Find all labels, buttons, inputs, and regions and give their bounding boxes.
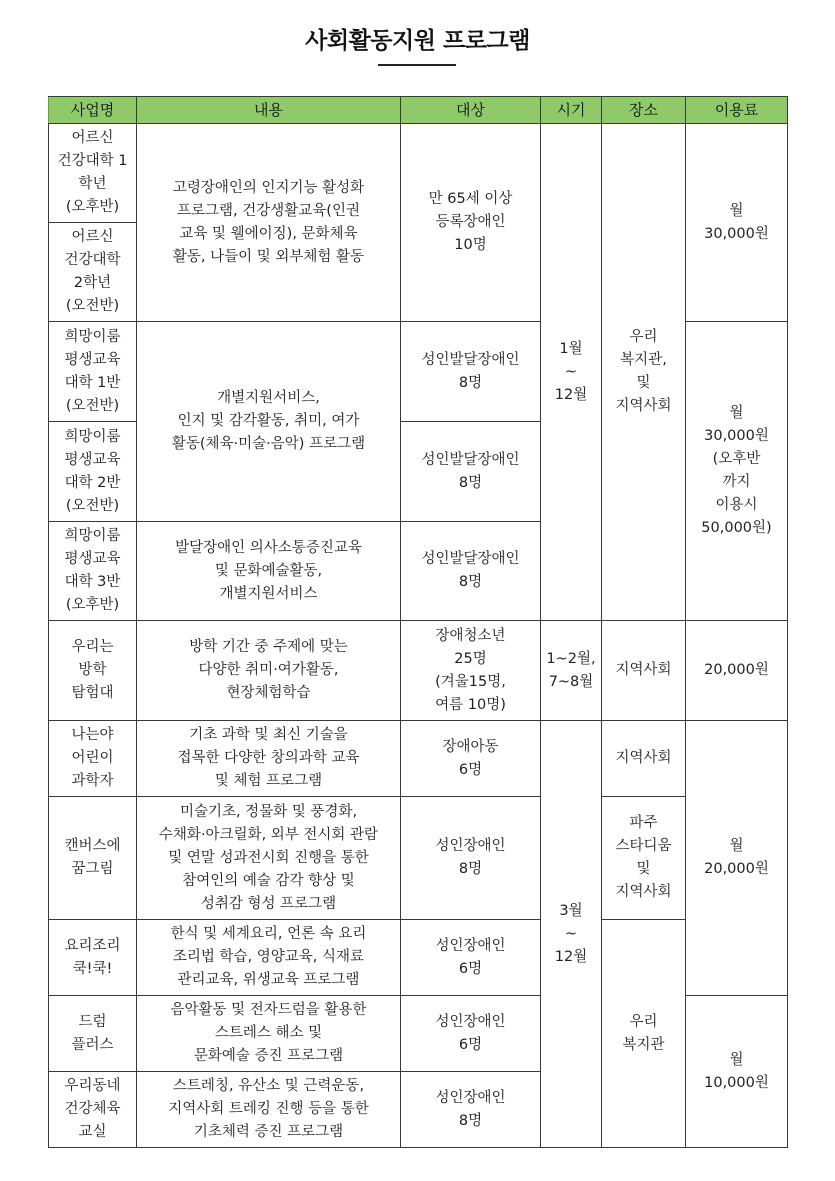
cell-line: 고령장애인의 인지기능 활성화 bbox=[172, 179, 365, 196]
program-name-cell bbox=[49, 797, 137, 920]
cell-line: 장애청소년 bbox=[435, 627, 506, 644]
content-cell bbox=[137, 322, 401, 522]
cell-line: 월 bbox=[729, 838, 744, 854]
cell-line: 음악활동 및 전자드럼을 활용한 bbox=[170, 1002, 367, 1018]
target-cell bbox=[401, 996, 541, 1072]
target-cell bbox=[401, 522, 541, 621]
cell-line: 성인발달장애인 bbox=[421, 351, 520, 368]
cell-line: (오후반) bbox=[65, 199, 120, 215]
cell-line: 대학 1반 bbox=[64, 374, 121, 391]
cell-line: 어르신 bbox=[71, 130, 114, 146]
place-cell bbox=[602, 797, 686, 920]
cell-line: 대학 3반 bbox=[64, 574, 121, 590]
cell-line: 8명 bbox=[458, 574, 483, 590]
header-content: 내용 bbox=[137, 97, 401, 124]
period-cell bbox=[541, 124, 602, 621]
target-cell bbox=[401, 621, 541, 721]
cell-line: 방학 bbox=[78, 662, 107, 678]
cell-line: 복지관, bbox=[620, 352, 667, 368]
table-row bbox=[49, 621, 788, 721]
cell-line: 어린이 bbox=[71, 750, 114, 766]
cell-line: 꿈그림 bbox=[71, 861, 114, 877]
program-name-cell bbox=[49, 522, 137, 621]
cell-line: 까지 bbox=[722, 474, 751, 490]
cell-line: (오전반) bbox=[65, 298, 120, 314]
cell-line: 3월 bbox=[559, 902, 583, 919]
cell-line: 평생교육 bbox=[64, 451, 121, 468]
cell-line: 건강대학 bbox=[64, 252, 121, 268]
table-row bbox=[49, 721, 788, 797]
table-row bbox=[49, 920, 788, 996]
place-cell bbox=[602, 124, 686, 621]
content-cell bbox=[137, 996, 401, 1072]
cell-line: 활동(체육·미술·음악) 프로그램 bbox=[171, 436, 366, 452]
cell-line: 희망이룸 bbox=[64, 528, 121, 544]
target-cell bbox=[401, 721, 541, 797]
cell-line: 만 65세 이상 bbox=[428, 191, 513, 207]
target-cell bbox=[401, 920, 541, 996]
cell-line: 다양한 취미·여가활동, bbox=[198, 662, 339, 678]
cell-line: 월 bbox=[729, 405, 744, 421]
target-cell bbox=[401, 124, 541, 322]
cell-line: 파주 bbox=[629, 815, 658, 831]
cell-line: 8명 bbox=[458, 474, 483, 491]
cell-line: 기초체력 증진 프로그램 bbox=[193, 1124, 344, 1140]
cell-line: 이용시 bbox=[715, 497, 758, 513]
cell-line: 20,000원 bbox=[704, 861, 769, 877]
cell-line: 프로그램, 건강생활교육(인권 bbox=[177, 202, 360, 219]
content-cell bbox=[137, 721, 401, 797]
cell-line: 지역사회 bbox=[615, 662, 672, 678]
cell-line: 활동, 나들이 및 외부체험 활동 bbox=[172, 248, 365, 265]
content-cell bbox=[137, 797, 401, 920]
cell-line: (오후반) bbox=[65, 597, 120, 613]
cell-line: 12월 bbox=[554, 948, 588, 965]
content-cell bbox=[137, 1072, 401, 1148]
cell-line: 조리법 학습, 영양교육, 식재료 bbox=[172, 949, 365, 965]
cell-line: 현장체험학습 bbox=[226, 685, 311, 701]
cell-line: 6명 bbox=[458, 960, 483, 977]
cell-line: 어르신 bbox=[71, 229, 114, 245]
cell-line: 12월 bbox=[554, 386, 588, 403]
content-cell bbox=[137, 522, 401, 621]
cell-line: 플러스 bbox=[71, 1036, 114, 1053]
cell-line: 7~8월 bbox=[548, 673, 594, 690]
target-cell bbox=[401, 1072, 541, 1148]
cell-line: 방학 기간 중 주제에 맞는 bbox=[189, 639, 348, 655]
cell-line: 8명 bbox=[458, 861, 483, 877]
cell-line: 월 bbox=[729, 202, 744, 219]
content-cell bbox=[137, 920, 401, 996]
period-cell bbox=[541, 621, 602, 721]
cell-line: 8명 bbox=[458, 1112, 483, 1129]
cell-line: 접목한 다양한 창의과학 교육 bbox=[177, 750, 360, 766]
target-cell bbox=[401, 422, 541, 522]
cell-line: 대학 2반 bbox=[64, 474, 121, 491]
cell-line: 성인장애인 bbox=[435, 838, 506, 854]
cell-line: 장애아동 bbox=[442, 738, 499, 755]
cell-line: 10명 bbox=[454, 237, 487, 253]
cell-line: (오전반) bbox=[65, 497, 120, 514]
cell-line: 기초 과학 및 최신 기술을 bbox=[189, 727, 348, 743]
cell-line: 30,000원 bbox=[704, 428, 769, 444]
header-name: 사업명 bbox=[49, 97, 137, 124]
program-name-cell bbox=[49, 223, 137, 322]
fee-cell bbox=[686, 621, 788, 721]
cell-line: 쿡!쿡! bbox=[72, 960, 113, 977]
cell-line: 나는야 bbox=[71, 727, 114, 743]
program-name-cell bbox=[49, 124, 137, 223]
cell-line: ~ bbox=[564, 925, 578, 942]
program-name-cell bbox=[49, 621, 137, 721]
cell-line: 6명 bbox=[458, 761, 483, 778]
cell-line: 캔버스에 bbox=[64, 838, 121, 854]
cell-line: 우리 bbox=[629, 329, 658, 345]
cell-line: 6명 bbox=[458, 1036, 483, 1053]
cell-line: 20,000원 bbox=[704, 662, 769, 678]
place-cell bbox=[602, 920, 686, 1148]
cell-line: ~ bbox=[564, 363, 578, 380]
cell-line: 10,000원 bbox=[704, 1074, 769, 1091]
cell-line: 참여인의 예술 감각 향상 및 bbox=[182, 872, 355, 889]
period-cell bbox=[541, 721, 602, 1148]
cell-line: (오전반) bbox=[65, 397, 120, 414]
cell-line: 1월 bbox=[559, 340, 583, 357]
place-cell bbox=[602, 621, 686, 721]
cell-line: 지역사회 bbox=[615, 750, 672, 766]
program-name-cell bbox=[49, 422, 137, 522]
cell-line: 월 bbox=[729, 1051, 744, 1068]
cell-line: 성인발달장애인 bbox=[421, 551, 520, 567]
cell-line: 교실 bbox=[78, 1124, 107, 1140]
cell-line: 드럼 bbox=[78, 1013, 107, 1030]
cell-line: 및 bbox=[636, 861, 651, 877]
content-cell bbox=[137, 621, 401, 721]
header-place: 장소 bbox=[602, 97, 686, 124]
fee-cell bbox=[686, 996, 788, 1148]
cell-line: 30,000원 bbox=[704, 225, 769, 242]
cell-line: 2학년 bbox=[73, 275, 112, 291]
cell-line: 스타디움 bbox=[615, 838, 672, 854]
cell-line: (겨울15명, bbox=[435, 673, 506, 690]
cell-line: 한식 및 세계요리, 언론 속 요리 bbox=[170, 926, 367, 942]
header-fee: 이용료 bbox=[686, 97, 788, 124]
cell-line: 성인발달장애인 bbox=[421, 451, 520, 468]
cell-line: 희망이룸 bbox=[64, 328, 121, 345]
cell-line: 평생교육 bbox=[64, 351, 121, 368]
cell-line: 과학자 bbox=[71, 773, 114, 789]
cell-line: 우리 bbox=[629, 1013, 658, 1030]
cell-line: 성인장애인 bbox=[435, 1089, 506, 1106]
cell-line: 등록장애인 bbox=[435, 214, 506, 230]
page-title: 사회활동지원 프로그램 bbox=[305, 28, 530, 54]
fee-cell bbox=[686, 322, 788, 621]
cell-line: 8명 bbox=[458, 374, 483, 391]
cell-line: 지역사회 bbox=[615, 884, 672, 900]
cell-line: 및 체험 프로그램 bbox=[214, 773, 323, 789]
cell-line: 건강대학 1 bbox=[57, 153, 128, 169]
program-name-cell bbox=[49, 721, 137, 797]
cell-line: 및 연말 성과전시회 진행을 통한 bbox=[168, 849, 369, 866]
cell-line: 1~2월, bbox=[546, 650, 596, 667]
cell-line: 수채화·아크릴화, 외부 전시회 관람 bbox=[158, 826, 379, 843]
cell-line: 지역사회 트레킹 진행 등을 통한 bbox=[168, 1101, 369, 1117]
cell-line: 여름 10명) bbox=[435, 696, 506, 713]
cell-line: 평생교육 bbox=[64, 551, 121, 567]
cell-line: 스트레칭, 유산소 및 근력운동, bbox=[172, 1078, 365, 1094]
cell-line: 희망이룸 bbox=[64, 428, 121, 445]
cell-line: 개별지원서비스 bbox=[219, 585, 318, 602]
cell-line: 25명 bbox=[454, 650, 487, 667]
table-row bbox=[49, 124, 788, 223]
cell-line: 학년 bbox=[78, 176, 107, 192]
cell-line: 성취감 형성 프로그램 bbox=[200, 895, 337, 912]
cell-line: 스트레스 해소 및 bbox=[214, 1025, 323, 1041]
cell-line: 우리동네 bbox=[64, 1078, 121, 1094]
table-row bbox=[49, 797, 788, 920]
cell-line: 성인장애인 bbox=[435, 937, 506, 954]
cell-line: 지역사회 bbox=[615, 398, 672, 414]
cell-line: 복지관 bbox=[622, 1036, 665, 1053]
cell-line: 개별지원서비스, bbox=[217, 390, 320, 406]
cell-line: 성인장애인 bbox=[435, 1013, 506, 1030]
cell-line: 건강체육 bbox=[64, 1101, 121, 1117]
cell-line: 문화예술 증진 프로그램 bbox=[193, 1048, 344, 1064]
table-header-row bbox=[49, 97, 788, 124]
header-period: 시기 bbox=[541, 97, 602, 124]
cell-line: (오후반 bbox=[712, 451, 761, 467]
target-cell bbox=[401, 322, 541, 422]
title-underline bbox=[378, 64, 456, 66]
cell-line: 교육 및 웰에이징), 문화체육 bbox=[179, 225, 358, 242]
fee-cell bbox=[686, 721, 788, 996]
cell-line: 관리교육, 위생교육 프로그램 bbox=[177, 972, 360, 988]
cell-line: 우리는 bbox=[71, 639, 114, 655]
cell-line: 인지 및 감각활동, 취미, 여가 bbox=[177, 413, 360, 429]
cell-line: 미술기초, 정물화 및 풍경화, bbox=[179, 803, 358, 820]
place-cell bbox=[602, 721, 686, 797]
target-cell bbox=[401, 797, 541, 920]
cell-line: 및 bbox=[636, 375, 651, 391]
cell-line: 탐험대 bbox=[71, 685, 114, 701]
content-cell bbox=[137, 124, 401, 322]
program-name-cell bbox=[49, 920, 137, 996]
program-name-cell bbox=[49, 1072, 137, 1148]
fee-cell bbox=[686, 124, 788, 322]
cell-line: 50,000원) bbox=[701, 520, 772, 536]
header-target: 대상 bbox=[401, 97, 541, 124]
cell-line: 요리조리 bbox=[64, 937, 121, 954]
cell-line: 발달장애인 의사소통증진교육 bbox=[175, 539, 362, 556]
program-table bbox=[48, 96, 788, 1148]
program-name-cell bbox=[49, 322, 137, 422]
program-name-cell bbox=[49, 996, 137, 1072]
cell-line: 및 문화예술활동, bbox=[214, 562, 323, 579]
